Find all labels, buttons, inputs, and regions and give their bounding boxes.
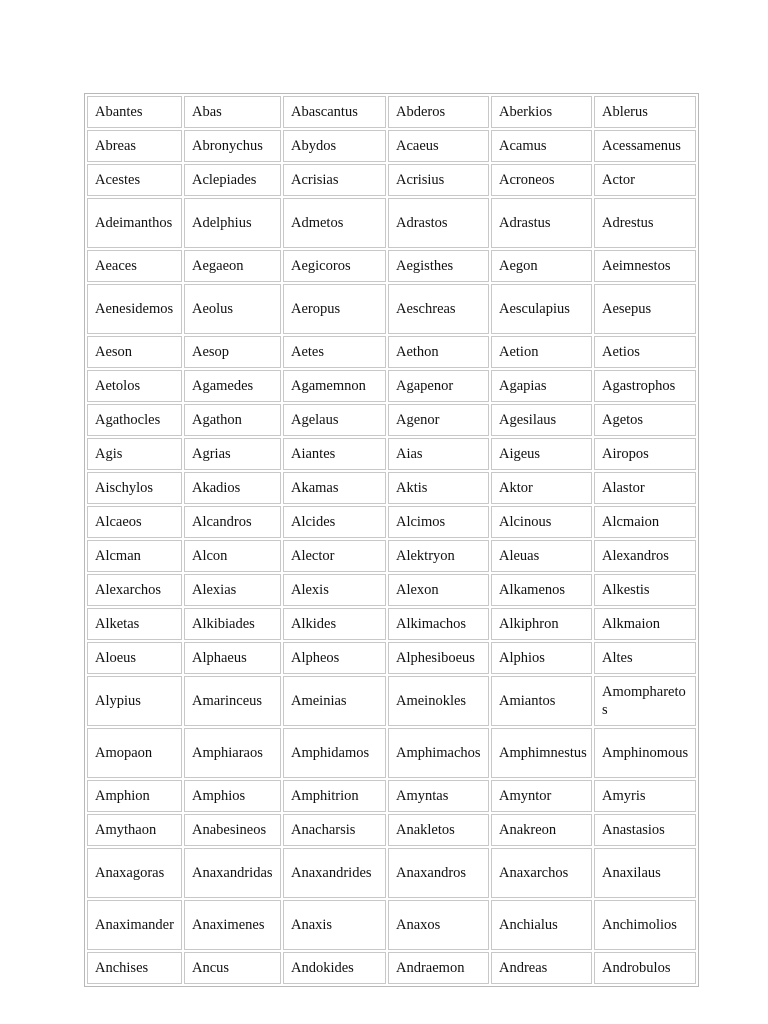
table-cell: Alketas xyxy=(87,608,182,640)
table-cell: Akadios xyxy=(184,472,281,504)
table-cell: Alexarchos xyxy=(87,574,182,606)
table-cell: Actor xyxy=(594,164,696,196)
table-cell: Aetios xyxy=(594,336,696,368)
table-cell: Amyntas xyxy=(388,780,489,812)
table-cell: Alcmaion xyxy=(594,506,696,538)
table-cell: Ancus xyxy=(184,952,281,984)
table-row xyxy=(87,164,696,196)
table-cell: Alkibiades xyxy=(184,608,281,640)
table-cell: Alkestis xyxy=(594,574,696,606)
table-cell: Aetion xyxy=(491,336,592,368)
table-cell: Aeolus xyxy=(184,284,281,334)
table-cell: Alexandros xyxy=(594,540,696,572)
table-row xyxy=(87,96,696,128)
table-cell: Aberkios xyxy=(491,96,592,128)
table-cell: Anchises xyxy=(87,952,182,984)
table-cell: Aeropus xyxy=(283,284,386,334)
table-cell: Adelphius xyxy=(184,198,281,248)
table-cell: Aethon xyxy=(388,336,489,368)
table-cell: Acaeus xyxy=(388,130,489,162)
table-cell: Ameinias xyxy=(283,676,386,726)
table-cell: Amphimnestus xyxy=(491,728,592,778)
table-cell: Agapenor xyxy=(388,370,489,402)
table-cell: Alphaeus xyxy=(184,642,281,674)
table-cell: Alpheos xyxy=(283,642,386,674)
table-cell: Amyntor xyxy=(491,780,592,812)
table-cell: Amphitrion xyxy=(283,780,386,812)
table-row xyxy=(87,608,696,640)
table-cell: Aegisthes xyxy=(388,250,489,282)
table-cell: Aegicoros xyxy=(283,250,386,282)
table-cell: Anakletos xyxy=(388,814,489,846)
table-cell: Anaxarchos xyxy=(491,848,592,898)
table-cell: Alcaeos xyxy=(87,506,182,538)
table-cell: Aiantes xyxy=(283,438,386,470)
table-cell: Adrastus xyxy=(491,198,592,248)
table-cell: Alector xyxy=(283,540,386,572)
table-cell: Aeimnestos xyxy=(594,250,696,282)
table-cell: Anaximander xyxy=(87,900,182,950)
table-cell: Abreas xyxy=(87,130,182,162)
table-cell: Agamedes xyxy=(184,370,281,402)
table-cell: Amarinceus xyxy=(184,676,281,726)
table-cell: Alcinous xyxy=(491,506,592,538)
table-cell: Anaxilaus xyxy=(594,848,696,898)
table-cell: Alphios xyxy=(491,642,592,674)
table-cell: Alektryon xyxy=(388,540,489,572)
table-cell: Anaxandridas xyxy=(184,848,281,898)
table-row xyxy=(87,540,696,572)
table-row xyxy=(87,642,696,674)
table-cell: Agathon xyxy=(184,404,281,436)
table-cell: Acessamenus xyxy=(594,130,696,162)
table-cell: Agetos xyxy=(594,404,696,436)
table-cell: Airopos xyxy=(594,438,696,470)
table-cell: Alcimos xyxy=(388,506,489,538)
table-cell: Aigeus xyxy=(491,438,592,470)
table-cell: Andokides xyxy=(283,952,386,984)
table-cell: Abronychus xyxy=(184,130,281,162)
table-row xyxy=(87,404,696,436)
table-cell: Anaxandros xyxy=(388,848,489,898)
table-row xyxy=(87,574,696,606)
table-cell: Alcides xyxy=(283,506,386,538)
table-cell: Altes xyxy=(594,642,696,674)
table-row xyxy=(87,284,696,334)
table-cell: Acamus xyxy=(491,130,592,162)
table-row xyxy=(87,370,696,402)
table-cell: Amphiaraos xyxy=(184,728,281,778)
table-cell: Alexias xyxy=(184,574,281,606)
table-cell: Androbulos xyxy=(594,952,696,984)
table-cell: Aias xyxy=(388,438,489,470)
table-cell: Aischylos xyxy=(87,472,182,504)
table-cell: Andraemon xyxy=(388,952,489,984)
table-row xyxy=(87,814,696,846)
table-cell: Acroneos xyxy=(491,164,592,196)
table-row xyxy=(87,676,696,726)
table-cell: Aeson xyxy=(87,336,182,368)
table-cell: Amompharetos xyxy=(594,676,696,726)
table-cell: Alcandros xyxy=(184,506,281,538)
table-cell: Amythaon xyxy=(87,814,182,846)
table-row xyxy=(87,250,696,282)
table-cell: Anacharsis xyxy=(283,814,386,846)
table-row xyxy=(87,952,696,984)
table-cell: Alexon xyxy=(388,574,489,606)
table-cell: Anabesineos xyxy=(184,814,281,846)
table-cell: Agenor xyxy=(388,404,489,436)
table-cell: Abascantus xyxy=(283,96,386,128)
table-cell: Alcon xyxy=(184,540,281,572)
table-cell: Amphinomous xyxy=(594,728,696,778)
table-cell: Abas xyxy=(184,96,281,128)
table-cell: Ablerus xyxy=(594,96,696,128)
table-row xyxy=(87,472,696,504)
table-cell: Adeimanthos xyxy=(87,198,182,248)
table-row xyxy=(87,130,696,162)
table-row xyxy=(87,506,696,538)
table-cell: Aegaeon xyxy=(184,250,281,282)
table-cell: Aeaces xyxy=(87,250,182,282)
table-cell: Alcman xyxy=(87,540,182,572)
table-cell: Alkimachos xyxy=(388,608,489,640)
names-table xyxy=(84,93,699,987)
table-cell: Adrestus xyxy=(594,198,696,248)
table-cell: Abantes xyxy=(87,96,182,128)
table-cell: Agastrophos xyxy=(594,370,696,402)
table-cell: Agelaus xyxy=(283,404,386,436)
table-cell: Agesilaus xyxy=(491,404,592,436)
table-cell: Agrias xyxy=(184,438,281,470)
table-cell: Anastasios xyxy=(594,814,696,846)
table-cell: Ameinokles xyxy=(388,676,489,726)
table-cell: Agis xyxy=(87,438,182,470)
table-cell: Acestes xyxy=(87,164,182,196)
table-cell: Amopaon xyxy=(87,728,182,778)
table-cell: Abderos xyxy=(388,96,489,128)
table-cell: Anakreon xyxy=(491,814,592,846)
table-cell: Anaxagoras xyxy=(87,848,182,898)
table-cell: Amphios xyxy=(184,780,281,812)
table-cell: Anaxos xyxy=(388,900,489,950)
table-cell: Alkamenos xyxy=(491,574,592,606)
table-cell: Akamas xyxy=(283,472,386,504)
table-cell: Aesepus xyxy=(594,284,696,334)
table-cell: Amiantos xyxy=(491,676,592,726)
table-row xyxy=(87,198,696,248)
table-cell: Anchimolios xyxy=(594,900,696,950)
table-cell: Alypius xyxy=(87,676,182,726)
names-table-body xyxy=(87,96,696,984)
table-cell: Aloeus xyxy=(87,642,182,674)
table-cell: Admetos xyxy=(283,198,386,248)
table-cell: Agathocles xyxy=(87,404,182,436)
table-cell: Aesculapius xyxy=(491,284,592,334)
table-cell: Alphesiboeus xyxy=(388,642,489,674)
table-cell: Aetolos xyxy=(87,370,182,402)
table-cell: Acrisias xyxy=(283,164,386,196)
table-cell: Amphimachos xyxy=(388,728,489,778)
table-cell: Aegon xyxy=(491,250,592,282)
table-row xyxy=(87,900,696,950)
table-cell: Aktor xyxy=(491,472,592,504)
table-cell: Aeschreas xyxy=(388,284,489,334)
table-cell: Aclepiades xyxy=(184,164,281,196)
table-cell: Alexis xyxy=(283,574,386,606)
table-cell: Aetes xyxy=(283,336,386,368)
table-cell: Anaximenes xyxy=(184,900,281,950)
table-cell: Alastor xyxy=(594,472,696,504)
table-cell: Anaxandrides xyxy=(283,848,386,898)
table-row xyxy=(87,780,696,812)
table-cell: Aktis xyxy=(388,472,489,504)
table-cell: Acrisius xyxy=(388,164,489,196)
table-row xyxy=(87,336,696,368)
table-cell: Andreas xyxy=(491,952,592,984)
table-cell: Adrastos xyxy=(388,198,489,248)
table-cell: Amphidamos xyxy=(283,728,386,778)
table-cell: Anaxis xyxy=(283,900,386,950)
table-cell: Alkmaion xyxy=(594,608,696,640)
table-cell: Aleuas xyxy=(491,540,592,572)
table-cell: Aenesidemos xyxy=(87,284,182,334)
table-cell: Anchialus xyxy=(491,900,592,950)
table-row xyxy=(87,728,696,778)
table-cell: Alkides xyxy=(283,608,386,640)
table-row xyxy=(87,438,696,470)
table-cell: Agapias xyxy=(491,370,592,402)
table-cell: Abydos xyxy=(283,130,386,162)
table-row xyxy=(87,848,696,898)
table-cell: Amyris xyxy=(594,780,696,812)
table-cell: Alkiphron xyxy=(491,608,592,640)
table-cell: Aesop xyxy=(184,336,281,368)
table-cell: Agamemnon xyxy=(283,370,386,402)
table-cell: Amphion xyxy=(87,780,182,812)
